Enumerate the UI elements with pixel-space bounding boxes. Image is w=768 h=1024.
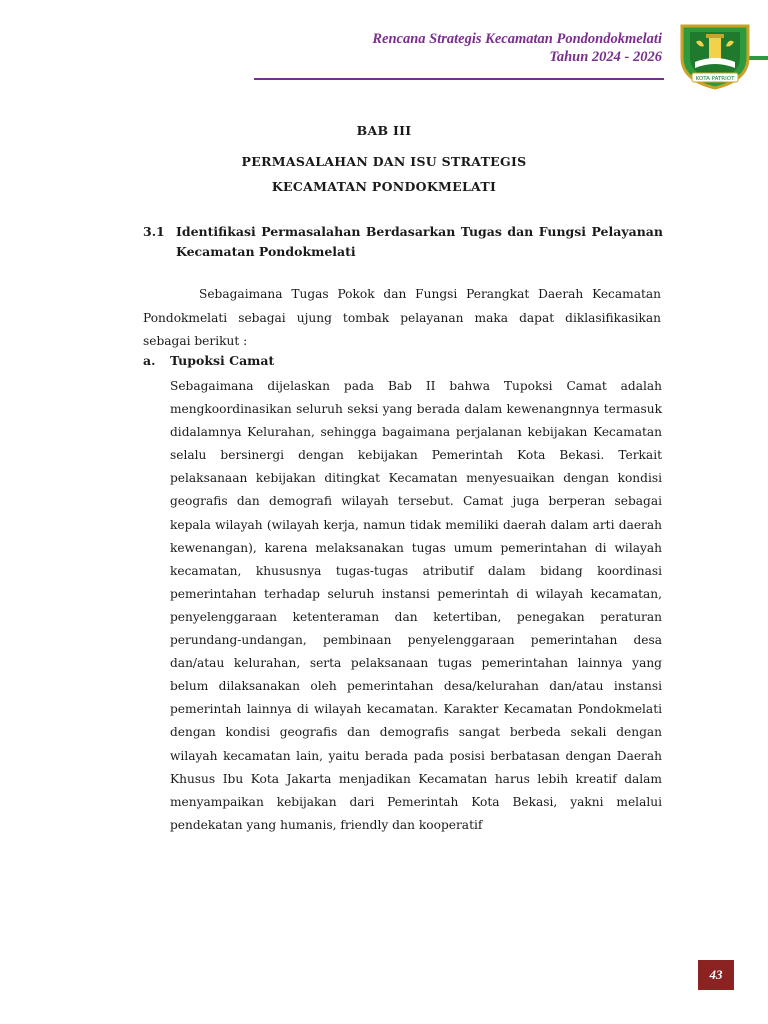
header-divider <box>254 78 664 80</box>
subsection-letter: a. <box>143 353 156 368</box>
section-heading <box>143 222 663 262</box>
section-title: Identifikasi Permasalahan Berdasarkan Tugas dan Fungsi Pelayanan Kecamatan Pondokmelati <box>176 224 663 259</box>
city-crest-icon <box>670 18 760 90</box>
page-number-badge <box>698 960 734 990</box>
crest-banner-label: KOTA PATRIOT <box>695 76 735 82</box>
section-number: 3.1 <box>143 224 165 239</box>
subsection-heading <box>143 353 274 368</box>
chapter-title-line2: KECAMATAN PONDOKMELATI <box>271 179 497 194</box>
chapter-title-line1: PERMASALAHAN DAN ISU STRATEGIS <box>241 154 527 169</box>
intro-paragraph <box>143 283 661 354</box>
page-number: 43 <box>709 967 723 982</box>
subsection-title: Tupoksi Camat <box>170 353 275 368</box>
intro-text: Sebagaimana Tugas Pokok dan Fungsi Perangkat Daerah Kecamatan Pondokmelati sebagai ujung tombak pelayanan maka dapat diklasifikasikan sebagai berikut : <box>143 287 661 349</box>
header-title: Rencana Strategis Kecamatan Pondondokmelati <box>372 31 662 47</box>
body-paragraph: Sebagaimana dijelaskan pada Bab II bahwa Tupoksi Camat adalah mengkoordinasikan seluruh seksi yang berada dalam kewenangnnya termasuk didalamnya Kelurahan, sehingga bagaimana perjalanan kebijakan Kecamatan selalu bersinergi dengan kebijakan Pemerintah Kota Bekasi. Terkait pelaksanaan kebijakan ditingkat Kecamatan menyesuaikan dengan kondisi geografis dan demografi wilayah tersebut. Camat juga berperan sebagai kepala wilayah (wilayah kerja, namun tidak memiliki daerah dalam arti daerah kewenangan), karena melaksanakan tugas umum pemerintahan di wilayah kecamatan, khususnya tugas-tugas atributif dalam bidang koordinasi pemerintahan terhadap seluruh instansi pemerintah di wilayah kecamatan, penyelenggaraan ketenteraman dan ketertiban, penegakan peraturan perundang-undangan, pembinaan penyelenggaraan pemerintahan desa dan/atau kelurahan, serta pelaksanaan tugas pemerintahan lainnya yang belum dilaksanakan oleh pemerintahan desa/kelurahan dan/atau instansi pemerintah lainnya di wilayah kecamatan. Karakter Kecamatan Pondokmelati dengan kondisi geografis dan demografis sangat berbeda sekali dengan wilayah kecamatan lain, yaitu berada pada posisi berbatasan dengan Daerah Khusus Ibu Kota Jakarta menjadikan Kecamatan harus lebih kreatif dalam menyampaikan kebijakan dari Pemerintah Kota Bekasi, yakni melalui pendekatan yang humanis, friendly dan kooperatif <box>170 379 662 832</box>
running-header <box>372 30 662 66</box>
chapter-label: BAB III <box>356 123 412 138</box>
header-period: Tahun 2024 - 2026 <box>549 49 662 65</box>
